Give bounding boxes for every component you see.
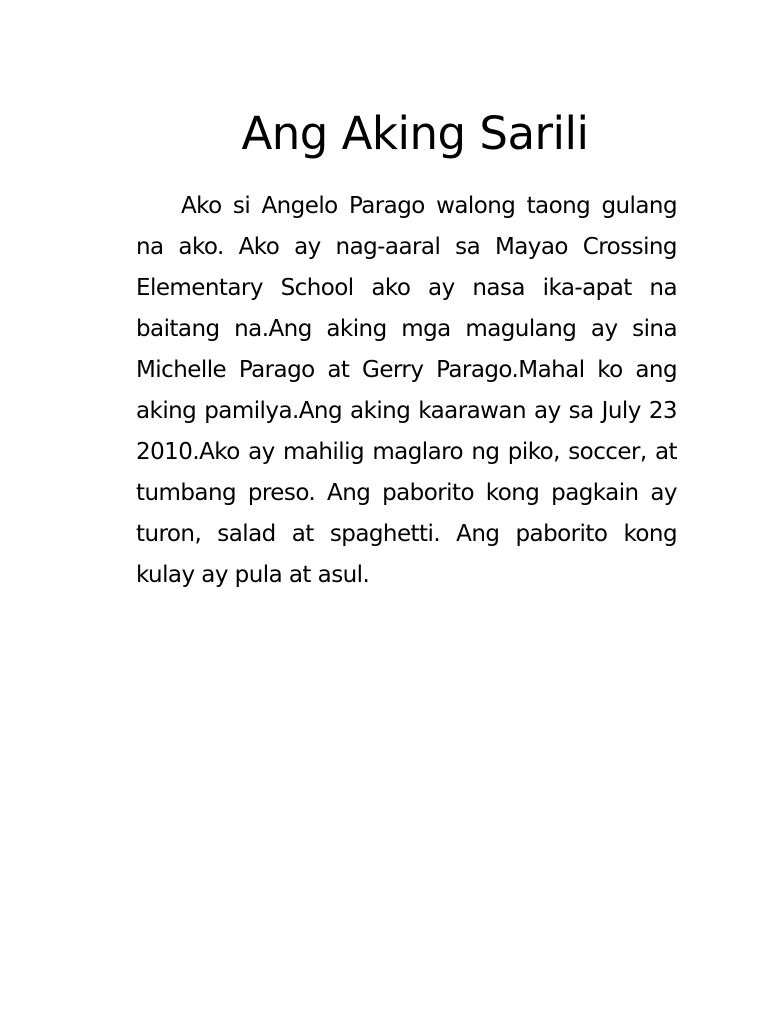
document-title: Ang Aking Sarili (241, 107, 589, 160)
document-paragraph: Ako si Angelo Parago walong taong gulang na ako. Ako ay nag-aaral sa Mayao Crossing Elementary School ako ay nasa ika-apat na baitang na.Ang aking mga magulang ay sina Michelle Parago at Gerry Parago.Mahal ko ang aking pamilya.Ang aking kaarawan ay sa July 23 2010.Ako ay mahilig maglaro ng piko, soccer, at tumbang preso. Ang paborito kong pagkain ay turon, salad at spaghetti. Ang paborito kong kulay ay pula at asul. (136, 193, 677, 588)
